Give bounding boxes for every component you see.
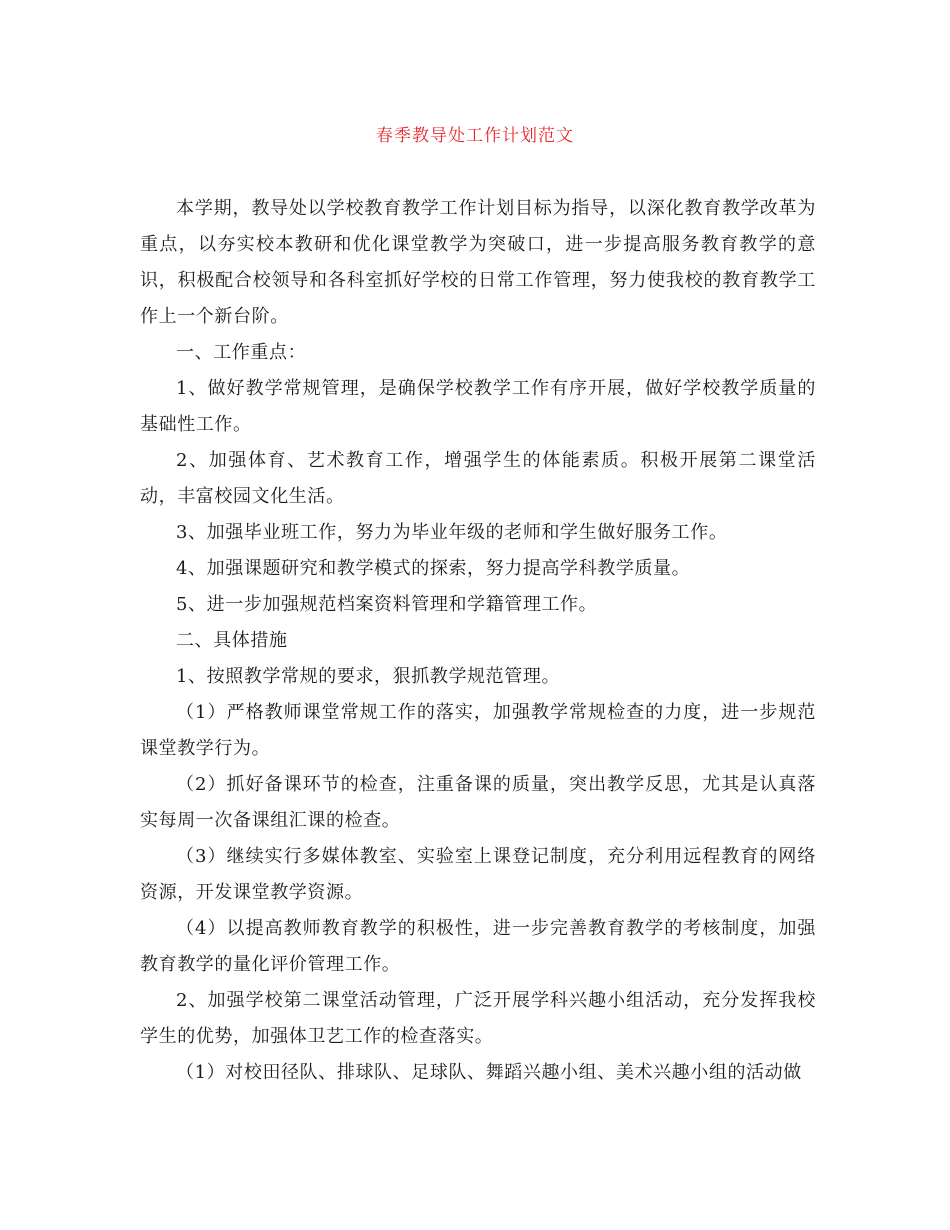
document-body: [140, 191, 816, 1091]
paragraph-focus-4: 4、加强课题研究和教学模式的探索，努力提高学科教学质量。: [176, 558, 691, 579]
paragraph-intro: 本学期，教导处以学校教育教学工作计划目标为指导，以深化教育教学改革为重点，以夯实校本教研和优化课堂教学为突破口，进一步提高服务教育教学的意识，积极配合校领导和各科室抓好学校的日常工作管理，努力使我校的教育教学工作上一个新台阶。: [140, 198, 816, 327]
paragraph-focus-2: 2、加强体育、艺术教育工作，增强学生的体能素质。积极开展第二课堂活动，丰富校园文化生活。: [140, 450, 816, 507]
section-heading-measures: 二、具体措施: [176, 630, 288, 651]
paragraph-focus-3: 3、加强毕业班工作，努力为毕业年级的老师和学生做好服务工作。: [176, 522, 728, 543]
paragraph-focus-1: 1、做好教学常规管理，是确保学校教学工作有序开展，做好学校教学质量的基础性工作。: [140, 378, 816, 435]
paragraph-measure-2: 2、加强学校第二课堂活动管理，广泛开展学科兴趣小组活动，充分发挥我校学生的优势，加强体卫艺工作的检查落实。: [140, 990, 816, 1047]
paragraph-measure-1-4: （4）以提高教师教育教学的积极性，进一步完善教育教学的考核制度，加强教育教学的量化评价管理工作。: [140, 918, 816, 975]
document-title: 春季教导处工作计划范文: [376, 126, 574, 146]
paragraph-measure-1-3: （3）继续实行多媒体教室、实验室上课登记制度，充分利用远程教育的网络资源，开发课堂教学资源。: [140, 846, 816, 903]
section-heading-work-focus: 一、工作重点：: [176, 342, 307, 363]
paragraph-measure-1: 1、按照教学常规的要求，狠抓教学规范管理。: [176, 666, 561, 687]
paragraph-measure-2-1: （1）对校田径队、排球队、足球队、舞蹈兴趣小组、美术兴趣小组的活动做: [176, 1062, 802, 1083]
paragraph-focus-5: 5、进一步加强规范档案资料管理和学籍管理工作。: [176, 594, 598, 615]
paragraph-measure-1-1: （1）严格教师课堂常规工作的落实，加强教学常规检查的力度，进一步规范课堂教学行为。: [140, 702, 816, 759]
paragraph-measure-1-2: （2）抓好备课环节的检查，注重备课的质量，突出教学反思，尤其是认真落实每周一次备课组汇课的检查。: [140, 774, 816, 831]
